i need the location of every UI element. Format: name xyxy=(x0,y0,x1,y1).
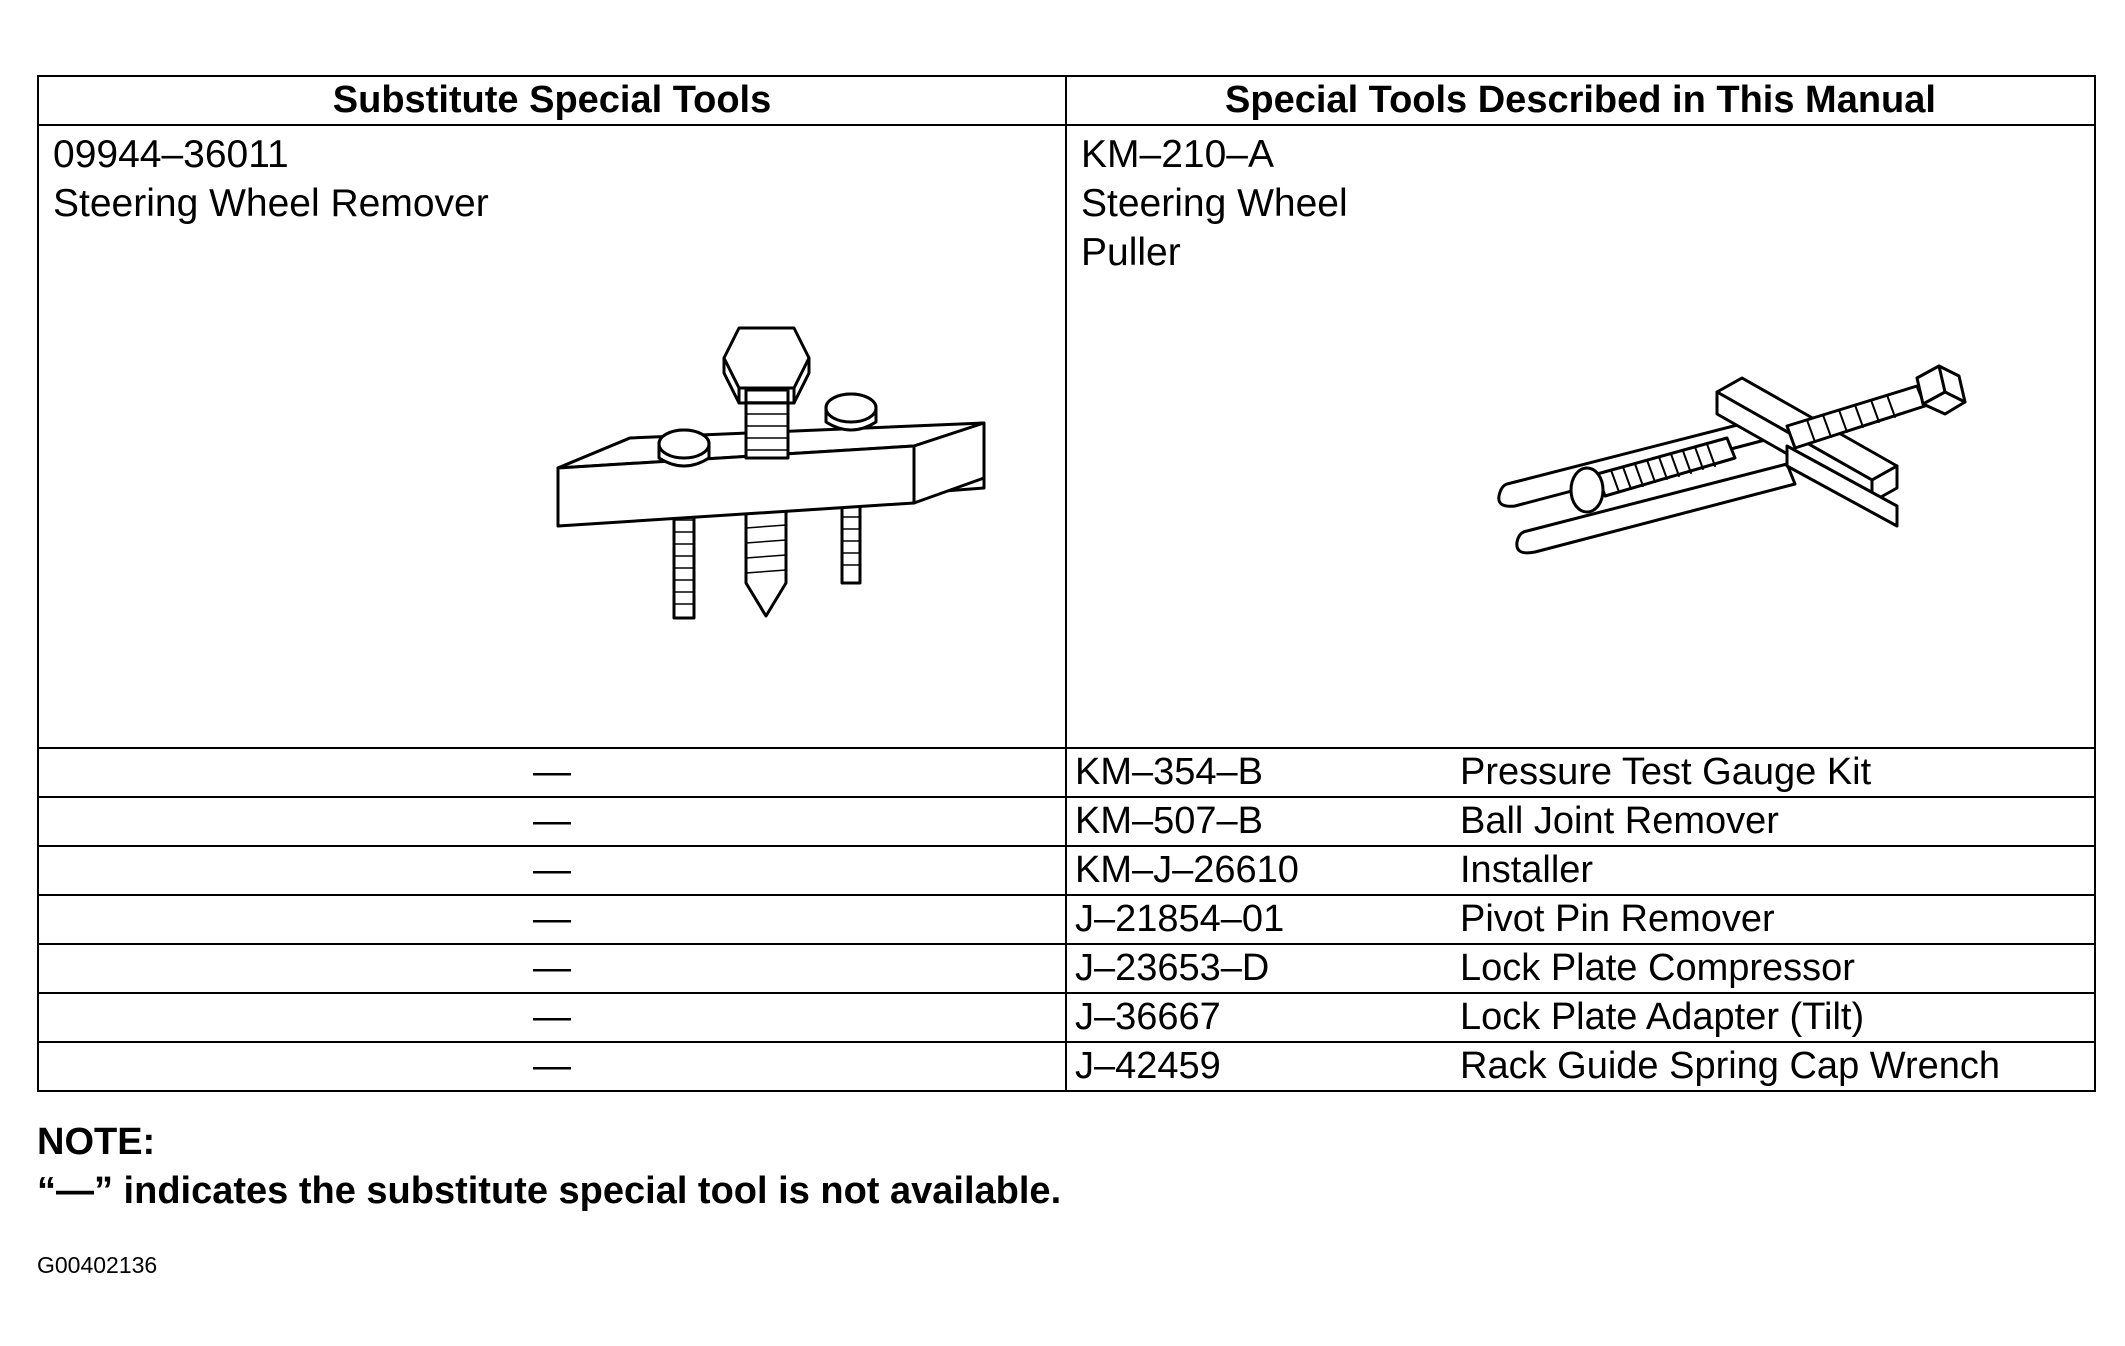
header-manual: Special Tools Described in This Manual xyxy=(1066,76,2095,125)
tool-description: Installer xyxy=(1460,849,1594,891)
part-number: KM–354–B xyxy=(1075,751,1264,793)
tool-description: Ball Joint Remover xyxy=(1460,800,1779,842)
manual-tool xyxy=(1066,944,2095,993)
substitute-unavailable: — xyxy=(38,1042,1066,1091)
manual-tool xyxy=(1066,895,2095,944)
substitute-unavailable: — xyxy=(38,846,1066,895)
part-number: J–23653–D xyxy=(1075,947,1270,989)
header-row xyxy=(38,76,2095,125)
tool-description: Lock Plate Adapter (Tilt) xyxy=(1460,996,1865,1038)
table-row xyxy=(38,993,2095,1042)
table-row xyxy=(38,797,2095,846)
manual-tool-name-line1: Steering Wheel xyxy=(1081,182,1348,225)
part-number: J–36667 xyxy=(1075,996,1221,1038)
table-row xyxy=(38,944,2095,993)
manual-tool xyxy=(1066,1042,2095,1091)
substitute-part-number: 09944–36011 xyxy=(53,133,289,176)
tool-description: Rack Guide Spring Cap Wrench xyxy=(1460,1045,2000,1087)
note-text: “—” indicates the substitute special tool is not available. xyxy=(37,1170,1062,1212)
substitute-unavailable: — xyxy=(38,993,1066,1042)
substitute-tool-name: Steering Wheel Remover xyxy=(53,182,489,225)
header-substitute: Substitute Special Tools xyxy=(38,76,1066,125)
tool-description: Pivot Pin Remover xyxy=(1460,898,1775,940)
manual-tool xyxy=(1066,748,2095,797)
manual-tool-cell xyxy=(1066,125,2095,748)
table-row xyxy=(38,846,2095,895)
tool-description: Lock Plate Compressor xyxy=(1460,947,1855,989)
part-number: KM–J–26610 xyxy=(1075,849,1299,891)
manual-tool xyxy=(1066,797,2095,846)
substitute-unavailable: — xyxy=(38,944,1066,993)
substitute-unavailable: — xyxy=(38,895,1066,944)
substitute-unavailable: — xyxy=(38,748,1066,797)
steering-wheel-remover-illustration xyxy=(514,298,1004,628)
part-number: J–42459 xyxy=(1075,1045,1221,1087)
note-heading: NOTE: xyxy=(37,1121,156,1163)
manual-tool xyxy=(1066,846,2095,895)
substitute-unavailable: — xyxy=(38,797,1066,846)
manual-tool-name-line2: Puller xyxy=(1081,231,1181,274)
steering-wheel-puller-illustration xyxy=(1487,356,1987,576)
substitute-tool-cell xyxy=(38,125,1066,748)
part-number: J–21854–01 xyxy=(1075,898,1285,940)
tool-description: Pressure Test Gauge Kit xyxy=(1460,751,1872,793)
table-row xyxy=(38,748,2095,797)
part-number: KM–507–B xyxy=(1075,800,1264,842)
manual-part-number: KM–210–A xyxy=(1081,133,1274,176)
special-tools-table xyxy=(37,75,2096,1092)
table-row xyxy=(38,1042,2095,1091)
figure-id: G00402136 xyxy=(37,1252,158,1278)
table-row xyxy=(38,895,2095,944)
main-row xyxy=(38,125,2095,748)
manual-tool xyxy=(1066,993,2095,1042)
